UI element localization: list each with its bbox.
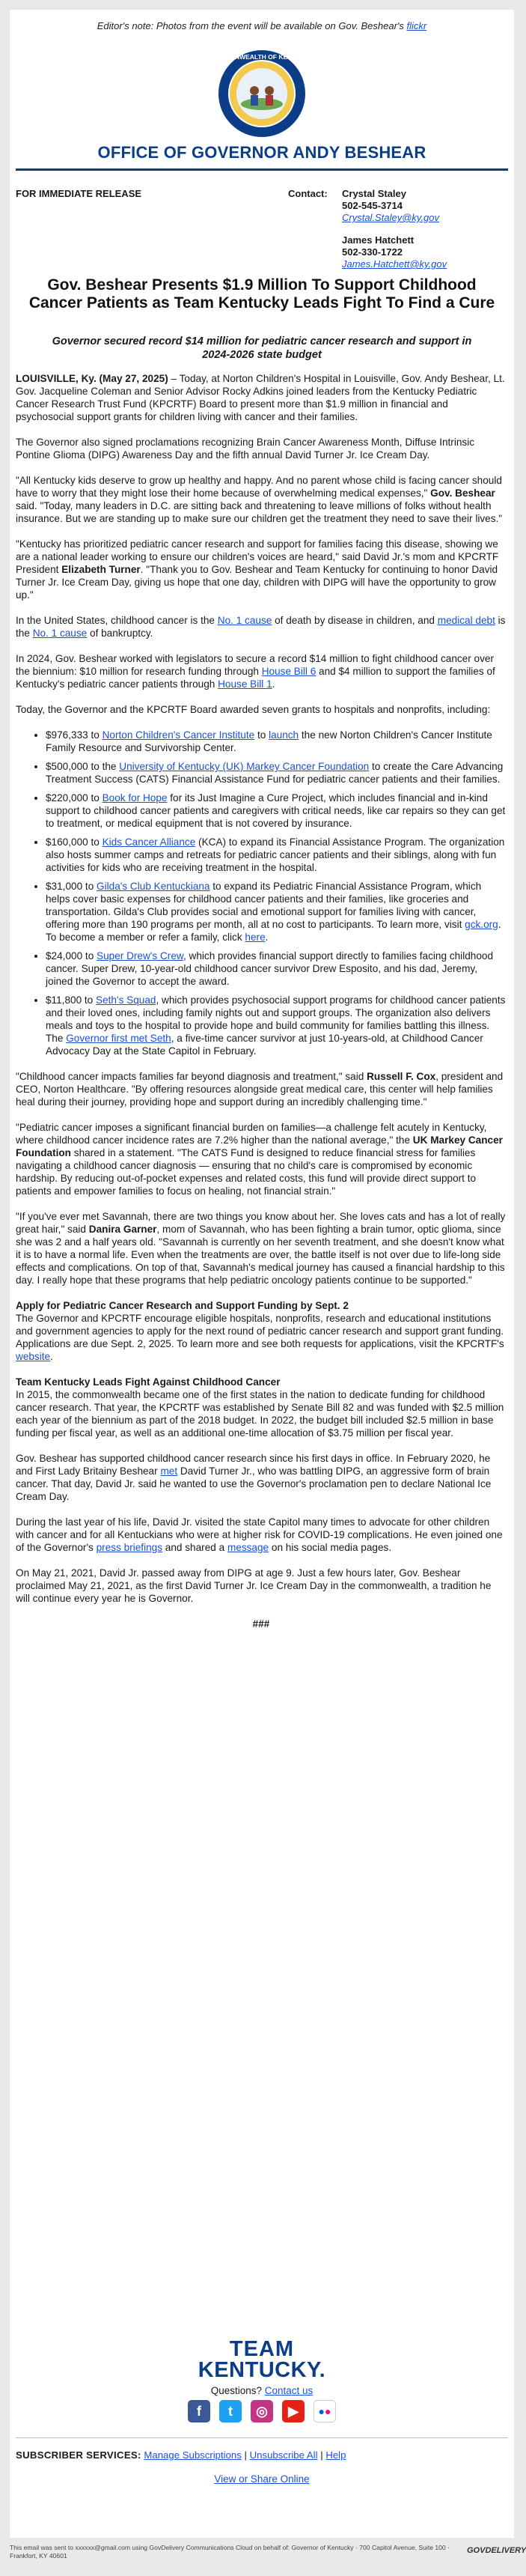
message-link[interactable]: message xyxy=(227,1542,269,1553)
paragraph-since xyxy=(16,1452,507,1503)
list-item xyxy=(46,950,507,988)
grant-org-link[interactable]: Book for Hope xyxy=(102,792,168,804)
separator: | xyxy=(244,2449,247,2461)
facebook-icon[interactable]: f xyxy=(188,2400,210,2422)
grants-list xyxy=(16,729,507,1057)
quote-speaker: UK Markey Cancer Foundation xyxy=(16,1134,503,1158)
leads-paragraph: In 2015, the commonwealth became one of the first states in the nation to dedicate funding for childhood cancer research. That year, the KPCRTF was established by Senate Bill 82 and was funded with $2.5 million each year of the biennium as part of the 2018 budget. In 2022, the budget bill included $2.5 million in base funding per fiscal year, as well as an additional one-time allocation of $3.75 million per fiscal year. xyxy=(16,1389,504,1439)
list-item xyxy=(46,729,507,754)
seal-text: COMMONWEALTH OF KENTUCKY xyxy=(210,53,314,61)
intro-text: – Today, at Norton Children's Hospital in Louisville, Gov. Andy Beshear, Lt. Gov. Jacqueline Coleman and Senior Advisor Rocky Adkins joined leaders from the Kentucky Pediatric Cancer Research Trust Fund (KPCRTF) Board to present more than $1.9 million in financial and psychosocial support grants for children living with cancer and their families. xyxy=(16,373,505,422)
text: In the United States, childhood cancer is the xyxy=(16,615,218,626)
text: . xyxy=(265,932,269,943)
twitter-icon[interactable]: t xyxy=(219,2400,242,2422)
house-bill-6-link[interactable]: House Bill 6 xyxy=(261,666,316,677)
release-label: FOR IMMEDIATE RELEASE xyxy=(16,188,142,199)
text: for its Just Imagine a Cure Project, which includes financial and in-kind support to childhood cancer patients and caregivers with critical needs, like car repairs so they can get to treatment, or medical equipment that is not covered by insurance. xyxy=(46,792,506,829)
quote-speaker: Danira Garner xyxy=(88,1224,157,1235)
text: During the last year of his life, David Jr. visited the state Capitol many times to advocate for other children with cancer and for all Kentuckians who were at higher risk for COVID-19 complications. He even joined one of the Governor's xyxy=(16,1516,503,1553)
medical-debt-link[interactable]: medical debt xyxy=(437,615,495,626)
quote-speaker: Elizabeth Turner xyxy=(61,564,141,575)
contact-email-link[interactable]: James.Hatchett@ky.gov xyxy=(342,258,447,270)
social-links xyxy=(10,2400,514,2422)
no1-cause-bankruptcy-link[interactable]: No. 1 cause xyxy=(32,628,88,639)
paragraph-last-year xyxy=(16,1516,507,1554)
separator: | xyxy=(320,2449,323,2461)
gck-link[interactable]: gck.org xyxy=(465,919,498,930)
text: (KCA) to expand its Financial Assistance Program. The organization also hosts summer camps and retreats for pediatric cancer patients and their siblings, along with fun activities for kids who are receiving treatment in the hospital. xyxy=(46,836,505,873)
quote-turner xyxy=(16,538,507,601)
list-item xyxy=(46,760,507,786)
editor-note xyxy=(10,20,514,31)
paragraph-may: On May 21, 2021, David Jr. passed away from DIPG at age 9. Just a few hours later, Gov. Beshear proclaimed May 21, 2021, as the first David Turner Jr. Ice Cream Day in the commonwealth, a tradition he will continue every year he is Governor. xyxy=(16,1567,492,1604)
text: of bankruptcy. xyxy=(87,628,153,639)
text: . To become a member or refer a family, click xyxy=(46,919,501,943)
text: In 2024, Gov. Beshear worked with legislators to secure a record $14 million to fight childhood cancer over the biennium: $10 million for research funding through xyxy=(16,653,494,677)
contact-label: Contact: xyxy=(288,188,328,199)
view-share-row xyxy=(10,2473,514,2485)
leads-heading: Team Kentucky Leads Fight Against Childhood Cancer xyxy=(16,1376,281,1388)
text: $24,000 to xyxy=(46,950,97,962)
text: $11,800 to xyxy=(46,994,97,1006)
quote-text: , president and CEO, Norton Healthcare. "By offering resources alongside great medical care, this center will help families heal during their journey, providing hope and support during an incredibly challenging time." xyxy=(16,1071,504,1108)
subheadline: Governor secured record $14 million for pediatric cancer research and support in 2024-2026 state budget xyxy=(52,335,472,361)
team-kentucky-logo-text: KENTUCKY. xyxy=(198,2358,326,2382)
text: is the xyxy=(16,615,506,639)
quote-text: "Pediatric cancer imposes a significant financial burden on families—a challenge felt acutely in Kentucky, where childhood cancer incidence rates are 7.2% higher than the national average," the xyxy=(16,1122,487,1146)
quote-garner xyxy=(16,1210,507,1287)
press-briefings-link[interactable]: press briefings xyxy=(96,1542,163,1553)
here-link[interactable]: here xyxy=(245,932,266,943)
subscriber-services xyxy=(16,2449,346,2461)
questions-line xyxy=(10,2385,514,2396)
contact-name: Crystal Staley xyxy=(342,188,406,199)
contact-email-link[interactable]: Crystal.Staley@ky.gov xyxy=(342,212,439,223)
no1-cause-link[interactable]: No. 1 cause xyxy=(217,615,272,626)
text: , which provides psychosocial support programs for childhood cancer patients and their loved ones, including family nights out and support groups. The organization also delivers meals and toys to the hospital to provide hope and build community for families battling this illness. The xyxy=(46,994,506,1044)
list-item xyxy=(46,836,507,874)
apply-paragraph xyxy=(16,1312,507,1363)
launch-link[interactable]: launch xyxy=(269,729,299,741)
paragraph: The Governor also signed proclamations recognizing Brain Cancer Awareness Month, Diffuse Intrinsic Pontine Glioma (DIPG) Awareness Day and the fifth annual David Turner Jr. Ice Cream Day. xyxy=(16,437,475,461)
contact-us-link[interactable]: Contact us xyxy=(264,2385,314,2396)
quote-cox xyxy=(16,1070,507,1108)
text: David Turner Jr., who was battling DIPG, an aggressive form of brain cancer. That day, David Jr. said he wanted to use the Governor's proclamation pen to declare National Ice Cream Day. xyxy=(16,1465,492,1502)
quote-text: . "Thank you to Gov. Beshear and Team Kentucky for continuing to honor David Turner Jr. Ice Cream Day, giving us hope that one day, children with DIPG will have the opportunity to grow up." xyxy=(16,564,498,601)
office-title: OFFICE OF GOVERNOR ANDY BESHEAR xyxy=(97,143,426,162)
paragraph-intro xyxy=(16,372,507,423)
text: $220,000 to xyxy=(46,792,103,804)
unsubscribe-all-link[interactable]: Unsubscribe All xyxy=(249,2449,318,2461)
instagram-icon[interactable]: ◎ xyxy=(251,2400,273,2422)
paragraph-us-stats xyxy=(16,614,507,640)
text: $976,333 to xyxy=(46,729,103,741)
quote-text: "If you've ever met Savannah, there are two things you know about her. She loves cats and has a lot of really great hair," said xyxy=(16,1211,506,1235)
subscriber-services-label: SUBSCRIBER SERVICES: xyxy=(16,2449,141,2461)
text: $160,000 to xyxy=(46,836,103,848)
manage-subscriptions-link[interactable]: Manage Subscriptions xyxy=(144,2449,242,2461)
quote-governor xyxy=(16,474,507,525)
text: the new Norton Children's Cancer Institute Family Resource and Survivorship Center. xyxy=(46,729,492,753)
questions-text: Questions? xyxy=(210,2385,262,2396)
house-bill-1-link[interactable]: House Bill 1 xyxy=(218,678,272,690)
youtube-icon[interactable]: ▶ xyxy=(282,2400,305,2422)
quote-text: "All Kentucky kids deserve to grow up healthy and happy. And no parent whose child is facing cancer should have to worry that they might lose their home because of overwhelming medical expenses," xyxy=(16,475,502,499)
quote-text: said. "Today, many leaders in D.C. are sitting back and threatening to leave millions of folks without health insurance. But we are standing up to make sure our children get the treatment they need to save their lives." xyxy=(16,500,503,524)
list-item xyxy=(46,880,507,944)
quote-markey xyxy=(16,1121,507,1197)
list-item xyxy=(46,994,507,1057)
article-body xyxy=(16,372,507,1630)
flickr-link[interactable]: flickr xyxy=(406,20,427,31)
header-divider xyxy=(16,168,508,171)
team-kentucky-logo: TEAM xyxy=(229,2337,295,2361)
text: on his social media pages. xyxy=(269,1542,392,1553)
text: $31,000 to xyxy=(46,881,97,892)
end-mark: ### xyxy=(252,1618,270,1629)
met-link[interactable]: met xyxy=(160,1465,178,1477)
text: of death by disease in children, and xyxy=(272,615,438,626)
paragraph: Today, the Governor and the KPCRTF Board awarded seven grants to hospitals and nonprofits, including: xyxy=(16,704,491,715)
apply-heading: Apply for Pediatric Cancer Research and Support Funding by Sept. 2 xyxy=(16,1300,349,1311)
grant-org-link[interactable]: Super Drew's Crew xyxy=(97,950,183,962)
grant-org-link[interactable]: Norton Children's Cancer Institute xyxy=(102,729,255,741)
text: $500,000 to the xyxy=(46,761,120,772)
help-link[interactable]: Help xyxy=(325,2449,346,2461)
grant-org-link[interactable]: Seth's Squad xyxy=(96,994,156,1006)
quote-text: "Kentucky has prioritized pediatric cancer research and support for families facing this disease, showing we are a national leader working to ensure our children's voices are heard," said David Jr.'s mom and KPCRTF President xyxy=(16,538,499,575)
quote-text: , mom of Savannah, who has been fighting a brain tumor, optic glioma, since she was 2 and a half years old. "Savannah is currently on her seventh treatment, and she doesn't know what it is to have a normal life. Even when the treatments are over, the battle itself is not over due to life-long side effects and complications. On top of that, Savannah's medical journey has caused a financial hardship to this day. I really hope that these programs that help pediatric oncology patients continue to be supported." xyxy=(16,1224,505,1286)
view-share-online-link[interactable]: View or Share Online xyxy=(214,2473,310,2485)
quote-speaker: Gov. Beshear xyxy=(430,487,495,499)
grant-org-link[interactable]: University of Kentucky (UK) Markey Cancer Foundation xyxy=(119,761,370,772)
footer-divider xyxy=(16,2437,508,2438)
grant-org-link[interactable]: Gilda's Club Kentuckiana xyxy=(97,881,210,892)
text: , which provides financial support directly to families facing childhood cancer. Super Drew, 10-year-old childhood cancer survivor Drew Esposito, and his dad, Jeremy, joined the Governor to accept the award. xyxy=(46,950,494,987)
grant-org-link[interactable]: Kids Cancer Alliance xyxy=(102,836,196,848)
quote-text: shared in a statement. "The CATS Fund is designed to reduce financial stress for families navigating a childhood cancer diagnosis — ensuring that no child's care is compromised by economic hardship. By reducing out-of-pocket expenses and related costs, this fund will provide direct support to patients and empower families to focus on healing, not financial strain." xyxy=(16,1147,477,1197)
text: , a five-time cancer survivor at just 10-years-old, at Childhood Cancer Advocacy Day at the State Capitol in February. xyxy=(46,1033,483,1057)
text: and shared a xyxy=(162,1542,227,1553)
quote-text: "Childhood cancer impacts families far beyond diagnosis and treatment," said xyxy=(16,1071,367,1082)
text: to expand its Pediatric Financial Assistance Program, which helps cover basic expenses for childhood cancer patients and their families, like groceries and transportation. Gilda's Club provides social and emotional support for families living with cancer, offering more than 190 programs per month, all at no cost to participants. To learn more, visit xyxy=(46,881,482,930)
kentucky-seal-logo xyxy=(210,49,314,139)
text: to create the Care Advancing Treatment Success (CATS) Financial Assistance Fund for pediatric cancer patients and their families. xyxy=(46,761,504,785)
kpcrtf-website-link[interactable]: website xyxy=(16,1351,51,1362)
team-kentucky-block xyxy=(10,2339,514,2396)
dateline: LOUISVILLE, Ky. (May 27, 2025) xyxy=(16,373,168,384)
footer-text: This email was sent to xxxxxx@gmail.com using GovDelivery Communications Cloud on behalf of: Governor of Kentucky · 700 Capitol Avenue, Suite 100 · Frankfort, KY 40601 xyxy=(10,2544,450,2560)
contact-phone: 502-545-3714 xyxy=(342,200,403,211)
headline: Gov. Beshear Presents $1.9 Million To Support Childhood Cancer Patients as Team Kentucky Leads Fight To Find a Cure xyxy=(28,276,495,312)
contact-name: James Hatchett xyxy=(342,234,415,246)
governor-met-seth-link[interactable]: Governor first met Seth xyxy=(66,1033,171,1044)
email-card xyxy=(10,10,514,2538)
text: Gov. Beshear has supported childhood cancer research since his first days in office. In February 2020, he and First Lady Britainy Beshear xyxy=(16,1453,491,1477)
text: . xyxy=(272,678,275,690)
text: . xyxy=(50,1351,53,1362)
govdelivery-logo: GOVDELIVERY xyxy=(467,2546,526,2555)
editor-note-text: Editor's note: Photos from the event will be available on Gov. Beshear's xyxy=(97,20,404,31)
text: The Governor and KPCRTF encourage eligible hospitals, nonprofits, research and educational institutions and government agencies to apply for the next round of pediatric cancer research and support grant funding. Applications are due Sept. 2, 2025. To learn more and see both requests for applications, visit the KPCRTF's xyxy=(16,1313,504,1349)
quote-speaker: Russell F. Cox xyxy=(367,1071,436,1082)
list-item xyxy=(46,792,507,830)
text: to xyxy=(254,729,269,741)
paragraph-2024 xyxy=(16,652,507,690)
contact-phone: 502-330-1722 xyxy=(342,246,403,258)
text: and $4 million to support the families of Kentucky's pediatric cancer patients through xyxy=(16,666,495,690)
flickr-icon[interactable]: ●● xyxy=(314,2400,336,2422)
